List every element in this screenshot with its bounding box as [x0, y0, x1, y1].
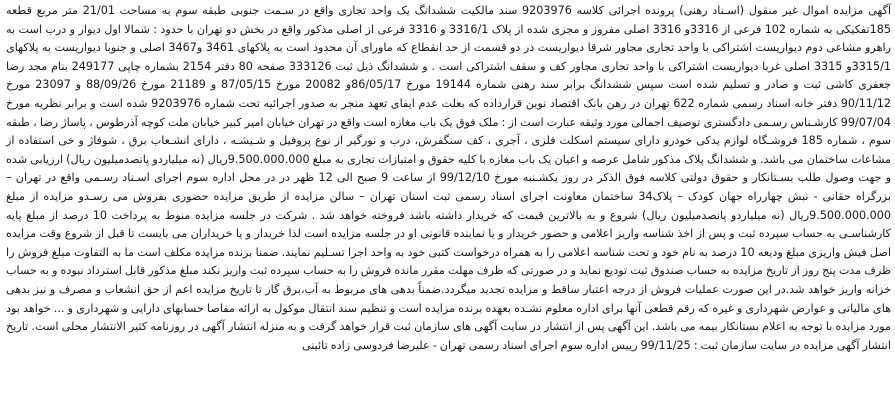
auction-notice-text: آگهی مزایده اموال غیر منقول (اسـناد رهنی) پرونده اجرائی کلاسه 9203976 سند مالکیت ششدانگ یک واحد تجاری واقع در سـمت جنوبی طبقه سوم به مساحت 21/01 متر مربع قطعه 185تفکیکی به شماره 102 فرعی از 3316و 3316 اصلی مفروز و مجزی شده از پلاک 3316/1 و 3316 فرعی از اصلی مذکور واقع در بخش دو تهران با حدود : شمالا اول دیوار و درب است به راهرو مشاعی دوم دیواریست اشتراکی با واحد تجاری مجاور شرقا دیواریست در دو قسمت از حد انقطاع که ماورای آن محدود است به پلاکهای 3461 و3467 اصلی و جنوبا دیواریست به پلاکهای 3315/1و 3315 اصلی غربا دیواریست اشتراکی با واحد تجاری مجاور کف و سقف اشتراکی است . و ششدانگ ذیل ثبت 333126 صفحه 80 دفتر 2154 بشماره چاپی 249177 بنام مجد رضا جعفری کاشی ثبت و صادر و تسلیم شده است سپس ششدانگ برابر سند رهنی شماره 19144 مورخ 86/05/17و 20082 مورخ 87/05/15 و 21189 مورخ 88/09/26 و 23097 مورخ 90/11/12 دفتر خانه اسناد رسمی شماره 622 تهران در رهن بانک اقتصاد نوین قرارداده که بعلت عدم ایفای تعهد منجر به صدور اجرائیه تحت شماره 9203976 شده است و برابر نظریه مورخ 99/07/04 کارشـناس رسـمی دادگستری توصیف اجمالی مورد وثیقه عبارت است از : ملک فوق یک باب مغازه است واقع در تهران خیابان امیر کبیر خیابان ملت کوچه آذرطوس ، پاساژ رضا ، طبقه سوم ، شماره 185 فروشـگاه لوازم یدکی خودرو دارای سیستم اسکلت فلزی ، آجری ، کف سنگفرش، درب و نورگیر از نوع پروفیل و شـیشـه ، دارای انشـعاب برق ، شوفاژ و خی استفاده از مشاعات ساختمان می باشد. و ششدانگ پلاک مذکور شامل عرصه و اعیان یک باب مغازه با کلیه حقوق و امتیازات تجاری به مبلغ 9.500.000.000ریال (نه میلیاردو پانصدمیلیون ریال) ارزیابی شده و جهت وصول طلب بسـتانکار و حقوق دولتی کلاسه فوق الذکر در روز یکشـنبه مورخ 99/12/10 از ساعت 9 صبح الی 12 ظهر در در محل اداره سوم اجرای اسـناد رسـمی واقع در تهران – بزرگراه حقانی - نبش چهارراه جهان کودک – پلاک34 ساختمان معاونت اجرای اسناد رسمی ثبت اسنان تهران – سالن مزایده از طریق مزایده حضوری بفروش می رسـدو مزایده از مبلغ 9.500.000.000ریال (نه میلیاردو پانصدمیلیون ریال) شروع و به بالاترین قیمت که خریدار داشته باشد فروخته خواهد شد . شرکت در جلسه مزایده منوط به پرداخت 10 درصد از مبلغ پایه کارشناسـی به حساب سپرده ثبت و پس از اخذ شناسه واریز اعلامی و حضور خریدار و یا نماینده قانونی او در جلسه مزایده است لذا خریدار و یا خریداران می بایست تا قبل از شروع وقت مزایده اصل فیش واریزی مبلغ ودیعه 10 درصد به نام خود و تحت شناسه اعلامی را به همراه درخواست کتبی خود به واحد اجرا تسـلیم نمایند. ضمنا برنده مزایده مکلف است ما به التفاوت مبلغ فروش را ظرف مدت پنج روز از تاریخ مزایده به حساب صندوق ثبت تودیع نماید و در صورتی که ظرف مهلت مقرر مانده فروش را به حساب سپرده ثبت واریز نکند مبلغ مذکور قابل استرداد نبوده و به حساب خزانه واریز خواهد شد.در این صورت عملیات فروش از درجه اعتبار ساقط و مزایده تجدید میگردد.ضمناً بدهی های مربوط به آب،برق گاز تا تاریخ مزایده اعم از حق انشعاب و مصرف و نیز بدهی های مالیاتی و عوارض شهرداری و غیره که رقم قطعی آنها برای اداره معلوم نشـده بعهده برنده مزایده است و تنظیم سند انتقال موکول به ارائه مفاصا حسابهای دارایی و شهرداری و ... خواهد بود مورد مزایده با توجه به اعلام بستانکار بیمه می باشد. این آگهی پس از انتشار در سایت آگهی های سازمان ثبت قرار خواهد گرفت و به منزله انتشار آگهی در روزنامه کثیر الانتشار محلی است. تاریخ انتشار آگهی مزایده در سایت سازمان ثبت : 99/11/25 رییس اداره سوم اجرای اسناد رسمی تهران - علیرضا فردوسی زاده تائینی: [6, 4, 892, 352]
